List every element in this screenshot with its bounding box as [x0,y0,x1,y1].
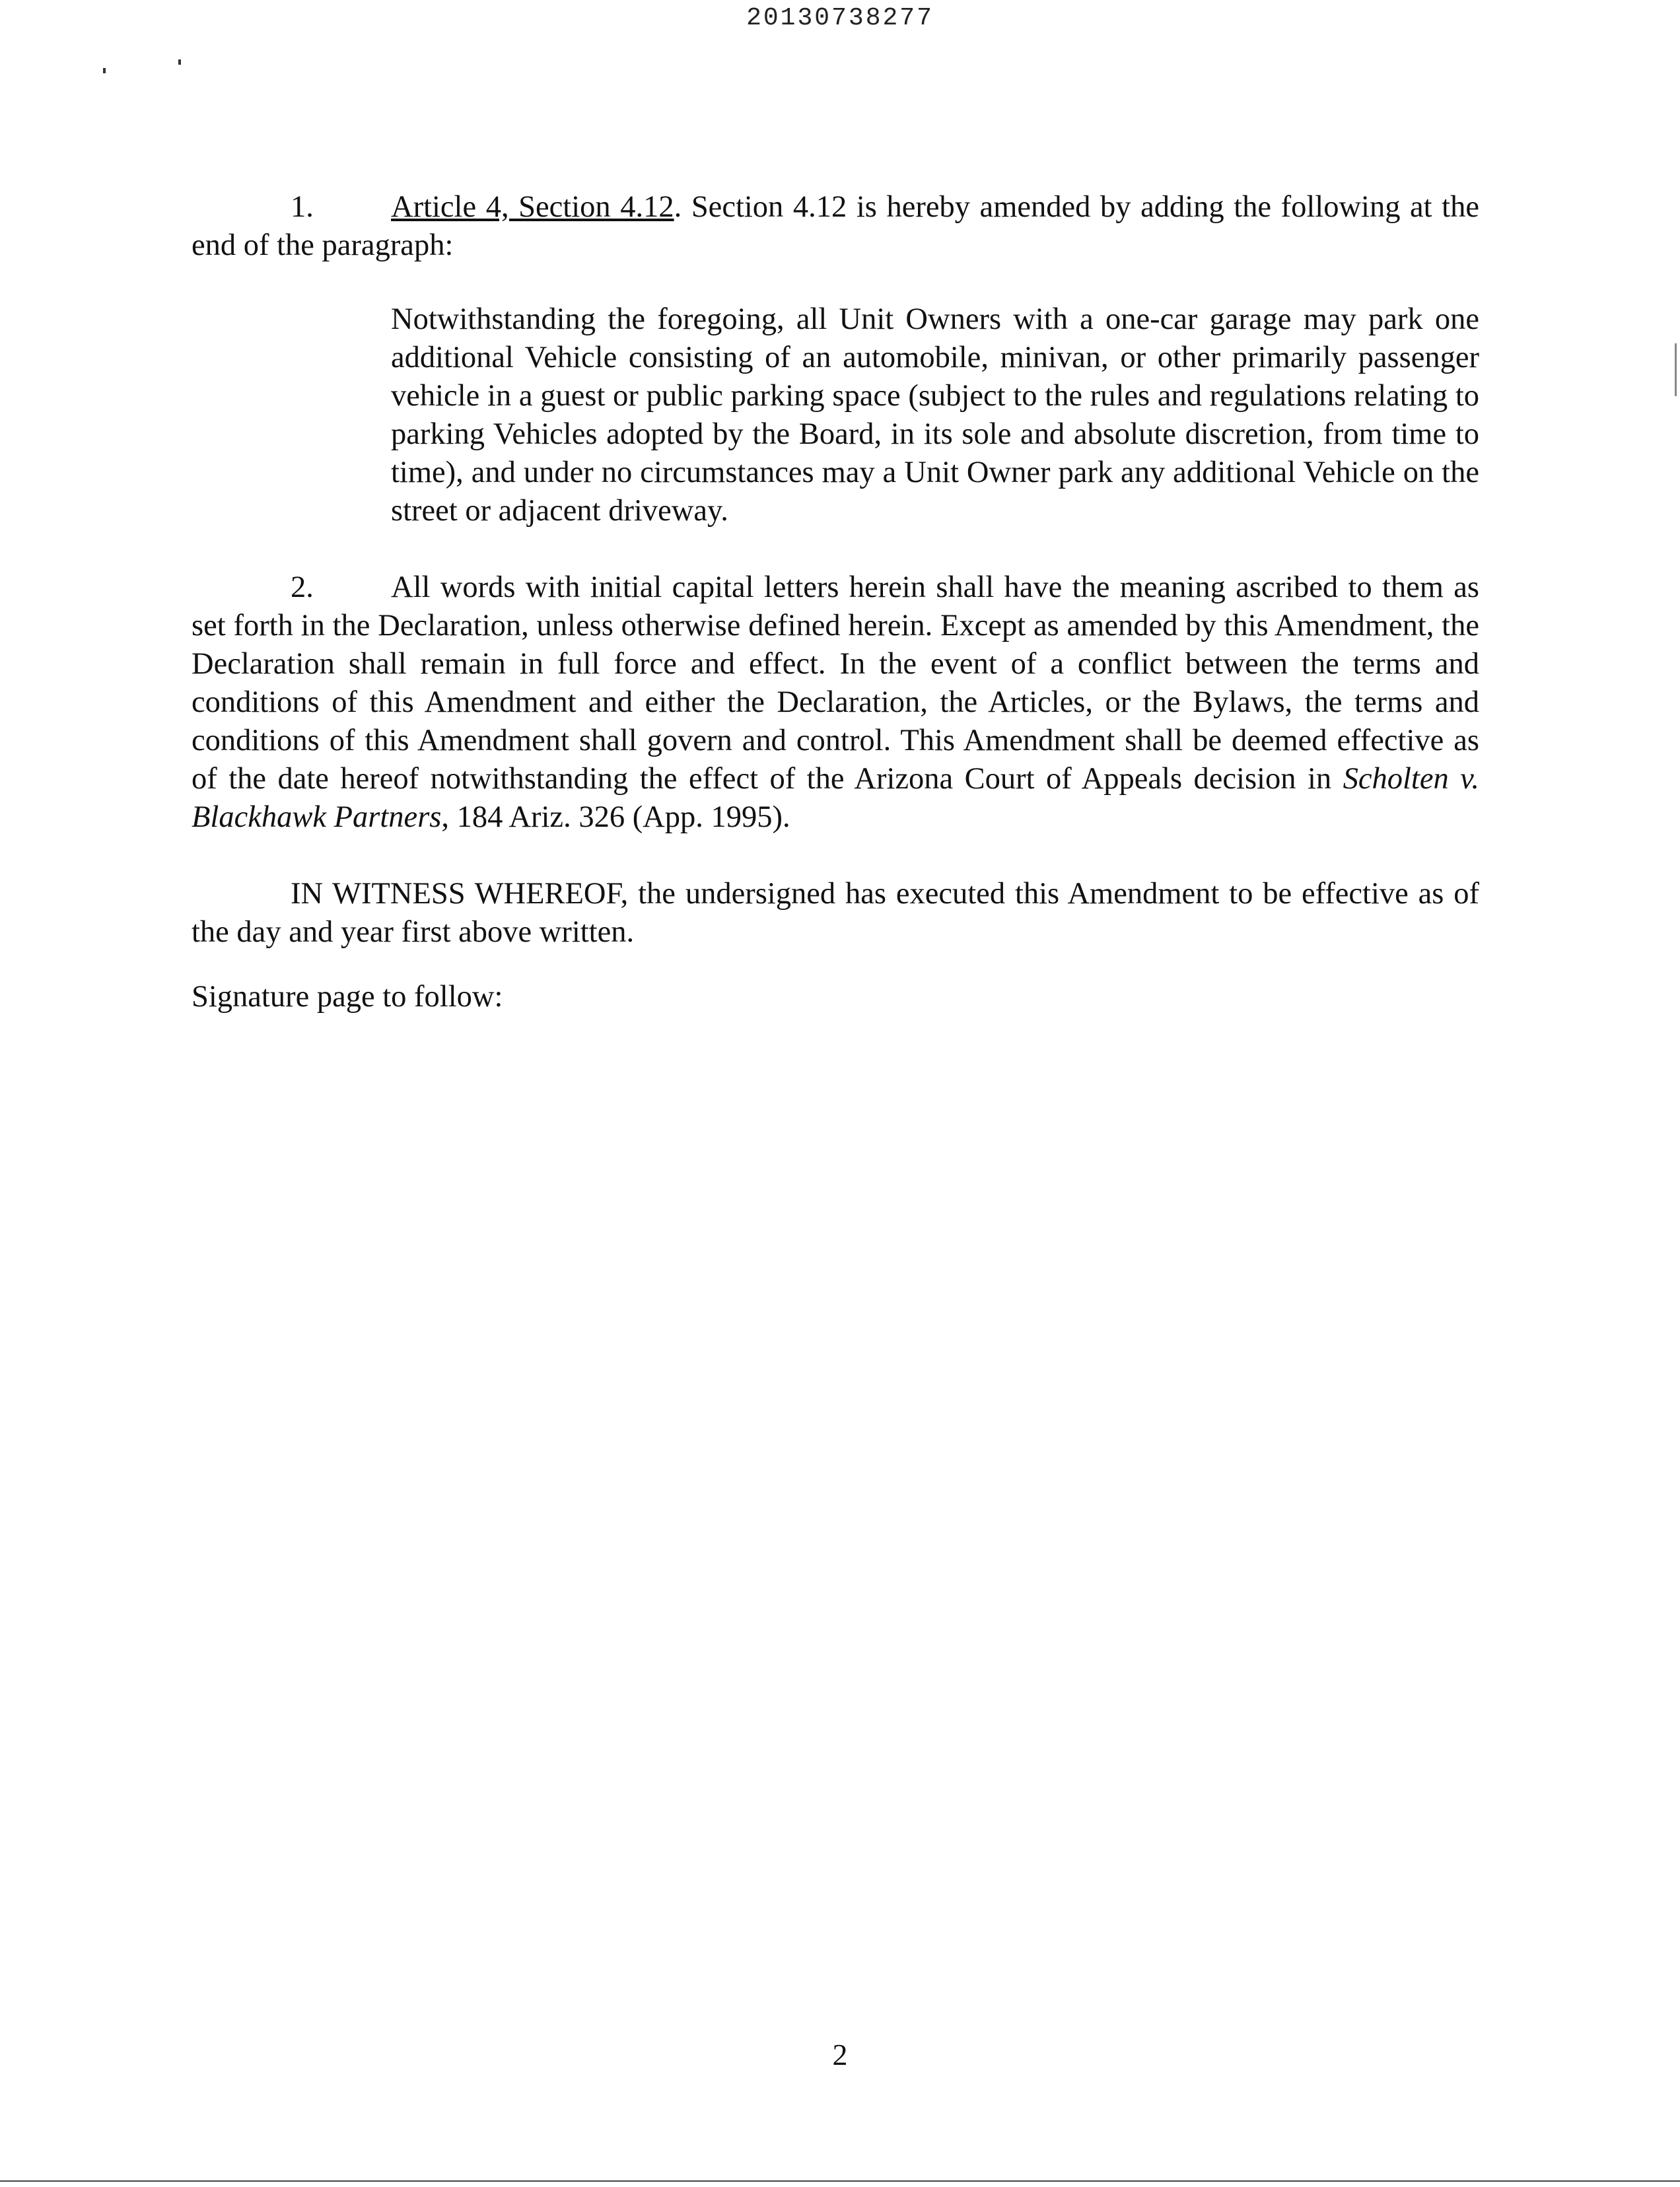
amendment-quote: Notwithstanding the foregoing, all Unit Owners with a one-car garage may park one additional Vehicle consisting of an automobile, minivan, or other primarily passenger vehicle in a guest or public parking space (subject to the rules and regulations relating to parking Vehicles adopted by the Board, in its sole and absolute discretion, from time to time), and under no circumstances may a Unit Owner park any additional Vehicle on the street or adjacent driveway. [391,302,1479,528]
witness-paragraph: IN WITNESS WHEREOF, the undersigned has executed this Amendment to be effective as of the day and year first above written. [192,877,1479,949]
paragraph-1-number: 1. [291,190,314,224]
paragraph-2 [192,569,1479,837]
paragraph-1-text: . Section 4.12 is hereby amended by adding the following at the end of the paragraph: [192,190,1479,262]
case-citation: Scholten v. Blackhawk Partners [192,762,1479,834]
document-number: 20130738277 [746,4,934,32]
paragraph-1 [192,188,1479,265]
signature-note: Signature page to follow: [192,980,503,1014]
scan-speck [103,68,106,73]
paragraph-1-heading: Article 4, Section 4.12 [391,190,674,224]
paragraph-2-number: 2. [291,571,314,604]
document-body [192,188,1479,1016]
page-bottom-rule [0,2180,1680,2182]
scan-speck [178,59,181,65]
paragraph-2-citation-tail: , 184 Ariz. 326 (App. 1995). [441,800,790,834]
paragraph-2-text: All words with initial capital letters herein shall have the meaning ascribed to them as set forth in the Declaration, unless otherwise defined herein. Except as amended by this Amendment, the Declaration shall remain in full force and effect. In the event of a conflict between the terms and conditions of this Amendment and either the Declaration, the Articles, or the Bylaws, the terms and conditions of this Amendment shall govern and control. This Amendment shall be deemed effective as of the date hereof notwithstanding the effect of the Arizona Court of Appeals decision in [192,571,1479,796]
page-number: 2 [832,2038,848,2071]
scan-edge-mark [1675,343,1677,396]
